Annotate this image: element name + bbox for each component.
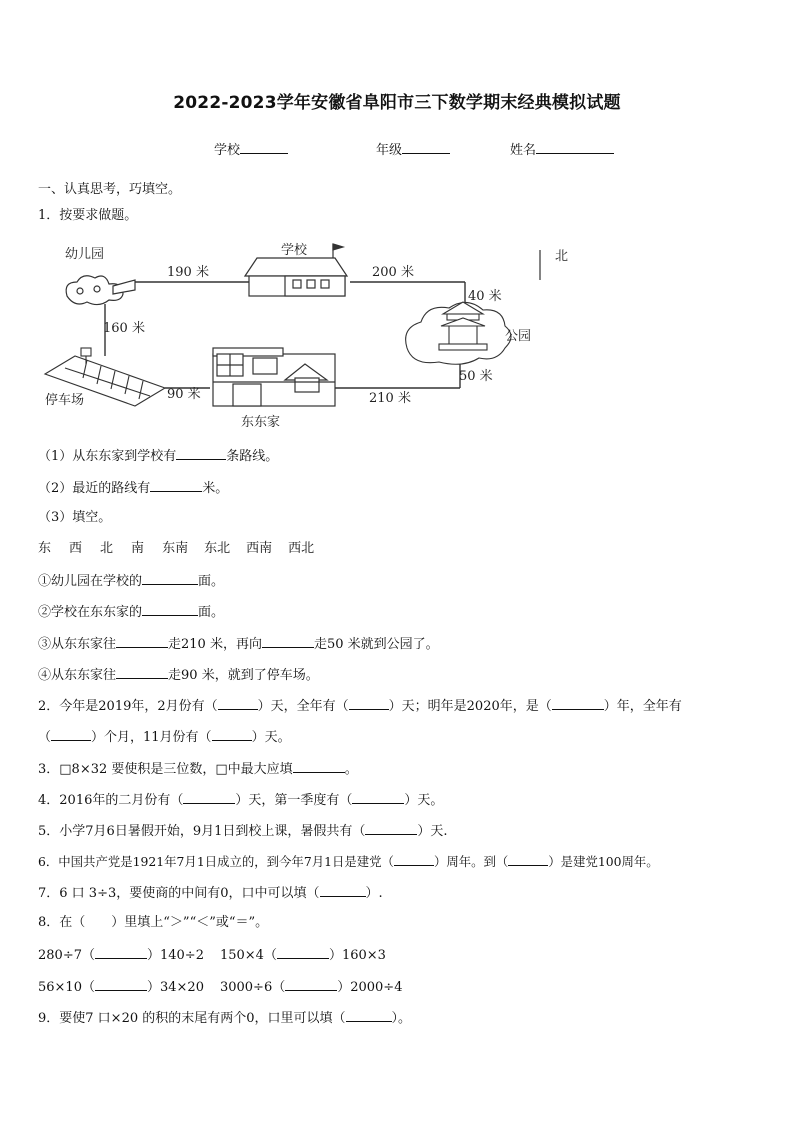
q1-sub4: [38, 666, 319, 684]
q2-text-d: ）年，全年有: [603, 699, 682, 714]
park-icon: [406, 302, 511, 364]
q1-sub2-tail: 面。: [198, 605, 225, 620]
q2-blank-year[interactable]: [349, 697, 389, 710]
q1-title: 1．按要求做题。: [38, 208, 138, 223]
q1-sub1-blank[interactable]: [142, 572, 198, 585]
home-icon: [213, 348, 335, 406]
q3-tail: 。: [344, 762, 358, 777]
q6-text-c: ）是建党100周年。: [548, 854, 659, 869]
q9: [38, 1009, 411, 1027]
direction-item: 西北: [288, 541, 315, 556]
q8-expr2: ）140÷2: [146, 948, 204, 963]
q2-text-b: ）天，全年有（: [257, 699, 349, 714]
q8-blank1[interactable]: [95, 946, 147, 959]
q9-text: 9．要使7 口×20 的积的末尾有两个0，口里可以填（: [38, 1011, 346, 1026]
q1-sub3-text-c: 走50 米就到公园了。: [313, 637, 439, 652]
school-field[interactable]: [214, 141, 288, 159]
grade-blank[interactable]: [402, 141, 450, 154]
q2-line1: [38, 697, 682, 715]
kindergarten-label: 幼儿园: [65, 247, 105, 262]
q5-tail: ）天.: [417, 824, 448, 839]
q2-text-g: ）天。: [251, 730, 291, 745]
q4-text-a: 4．2016年的二月份有（: [38, 793, 184, 808]
distance-school-park: 200 米: [372, 265, 414, 280]
section-heading: 一、认真思考，巧填空。: [38, 182, 182, 197]
q1-part2-tail: 米。: [202, 481, 229, 496]
q7-blank[interactable]: [320, 884, 366, 897]
q2-blank-leap[interactable]: [552, 697, 604, 710]
q1-sub3-blank1[interactable]: [116, 635, 168, 648]
q1-part1: [38, 447, 278, 465]
q9-blank[interactable]: [346, 1009, 392, 1022]
q9-tail: ）。: [391, 1011, 412, 1026]
q8-title: 8．在（ ）里填上“＞”“＜”或“＝”。: [38, 915, 269, 930]
q8-blank4[interactable]: [285, 978, 337, 991]
direction-item: 东北: [204, 541, 231, 556]
q8-expr1: 280÷7（: [38, 948, 95, 963]
q2-text-a: 2．今年是2019年，2月份有（: [38, 699, 218, 714]
q1-sub1-tail: 面。: [198, 574, 225, 589]
q6-text-b: ）周年。到（: [433, 854, 509, 869]
q1-part1-tail: 条路线。: [226, 449, 279, 464]
q1-sub3-text-a: ③从东东家往: [38, 637, 117, 652]
q8-expr7: 3000÷6（: [219, 980, 286, 995]
q1-part2: [38, 479, 228, 497]
q6-text-a: 6．中国共产党是1921年7月1日成立的，到今年7月1日是建党（: [38, 854, 394, 869]
q1-sub4-text-a: ④从东东家往: [38, 668, 117, 683]
q4-text-b: ）天，第一季度有（: [235, 793, 353, 808]
q6-blank2[interactable]: [508, 853, 548, 866]
q7: [38, 884, 383, 902]
q7-text: 7．6 口 3÷3，要使商的中间有0，口中可以填（: [38, 886, 320, 901]
q2-blank-months[interactable]: [51, 728, 91, 741]
distance-park-top: 40 米: [468, 289, 502, 304]
direction-item: 东南: [162, 541, 189, 556]
q1-sub3: [38, 635, 439, 653]
q5-text: 5．小学7月6日暑假开始，9月1日到校上课，暑假共有（: [38, 824, 366, 839]
q3-text: 3．□8×32 要使积是三位数，□中最大应填: [38, 762, 293, 777]
name-field[interactable]: [510, 141, 614, 159]
route-map: [35, 236, 569, 436]
q8-blank3[interactable]: [95, 978, 147, 991]
direction-item: 东: [38, 541, 52, 556]
direction-item: 西南: [246, 541, 273, 556]
q1-sub3-text-b: 走210 米，再向: [168, 637, 262, 652]
parking-label: 停车场: [45, 393, 85, 408]
park-label: 公园: [505, 329, 532, 344]
grade-label: 年级: [376, 143, 403, 158]
distance-park-bottom: 50 米: [459, 369, 493, 384]
q8-expr8: ）2000÷4: [337, 980, 403, 995]
distance-kindergarten-parking: 160 米: [103, 321, 145, 336]
q1-sub2-text: ②学校在东东家的: [38, 605, 143, 620]
q1-part1-text: （1）从东东家到学校有: [38, 449, 177, 464]
distance-kindergarten-school: 190 米: [167, 265, 209, 280]
q1-sub1: [38, 572, 224, 590]
q4: [38, 791, 443, 809]
q1-sub3-blank2[interactable]: [262, 635, 314, 648]
q8-row1: [38, 946, 386, 964]
direction-item: 南: [131, 541, 145, 556]
direction-list: [38, 541, 314, 557]
q2-blank-feb[interactable]: [218, 697, 258, 710]
q3-blank[interactable]: [293, 760, 345, 773]
grade-field[interactable]: [376, 141, 450, 159]
q6: [38, 853, 659, 870]
kindergarten-icon: [66, 276, 135, 305]
q8-expr4: ）160×3: [328, 948, 386, 963]
school-map-label: 学校: [281, 243, 308, 258]
name-label: 姓名: [510, 143, 537, 158]
q1-sub2-blank[interactable]: [142, 603, 198, 616]
north-label: 北: [555, 249, 569, 264]
home-label: 东东家: [241, 415, 281, 430]
direction-item: 西: [69, 541, 83, 556]
school-label: 学校: [214, 143, 241, 158]
q8-expr5: 56×10（: [38, 980, 95, 995]
q5-blank[interactable]: [365, 822, 417, 835]
q1-part3: （3）填空。: [38, 510, 112, 525]
q2-text-c: ）天；明年是2020年，是（: [388, 699, 552, 714]
q1-sub2: [38, 603, 224, 621]
distance-home-parking: 90 米: [167, 387, 201, 402]
q1-sub4-text-b: 走90 米，就到了停车场。: [168, 668, 319, 683]
q1-part2-text: （2）最近的路线有: [38, 481, 151, 496]
q8-row2: [38, 978, 402, 996]
direction-item: 北: [100, 541, 114, 556]
q1-sub1-text: ①幼儿园在学校的: [38, 574, 143, 589]
q8-expr6: ）34×20: [146, 980, 204, 995]
q2-text-f: ）个月，11月份有（: [91, 730, 212, 745]
q4-blank1[interactable]: [183, 791, 235, 804]
q8-blank2[interactable]: [277, 946, 329, 959]
q6-blank1[interactable]: [394, 853, 434, 866]
q7-tail: ）.: [365, 886, 383, 901]
q2-text-e: （: [38, 730, 52, 745]
q4-blank2[interactable]: [352, 791, 404, 804]
q8-expr3: 150×4（: [219, 948, 277, 963]
q2-line2: [38, 728, 291, 746]
name-blank[interactable]: [536, 141, 614, 154]
q4-text-c: ）天。: [404, 793, 444, 808]
page-title: 2022-2023学年安徽省阜阳市三下数学期末经典模拟试题: [173, 93, 621, 113]
q5: [38, 822, 448, 840]
school-blank[interactable]: [240, 141, 288, 154]
q1-part2-blank[interactable]: [150, 479, 202, 492]
q1-part1-blank[interactable]: [176, 447, 226, 460]
q2-blank-nov[interactable]: [212, 728, 252, 741]
distance-home-park: 210 米: [369, 391, 411, 406]
q3: [38, 760, 358, 778]
q1-sub4-blank[interactable]: [116, 666, 168, 679]
